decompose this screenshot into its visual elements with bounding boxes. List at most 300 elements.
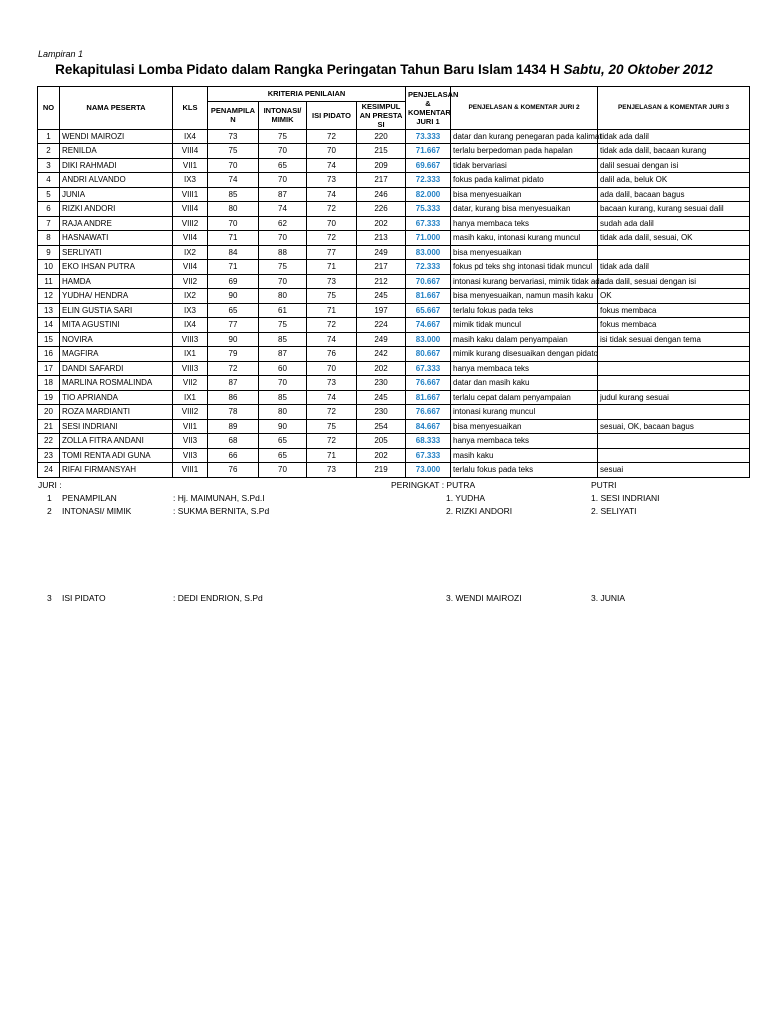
row-penampilan: 89 bbox=[208, 419, 259, 434]
header-penampilan: PENAMPILAN bbox=[208, 101, 259, 129]
juri-label: JURI : bbox=[38, 480, 62, 490]
row-juri1-score: 71.000 bbox=[406, 231, 451, 246]
row-kesimpulan: 197 bbox=[357, 303, 406, 318]
row-penampilan: 70 bbox=[208, 216, 259, 231]
row-no: 13 bbox=[38, 303, 60, 318]
table-row bbox=[38, 231, 750, 246]
row-juri3-comment: sudah ada dalil bbox=[598, 216, 750, 231]
row-juri1-score: 80.667 bbox=[406, 347, 451, 362]
row-kesimpulan: 202 bbox=[357, 361, 406, 376]
table-row bbox=[38, 434, 750, 449]
row-nama: DIKI RAHMADI bbox=[60, 158, 173, 173]
row-isi: 72 bbox=[307, 405, 357, 420]
putri-label: PUTRI bbox=[591, 480, 617, 490]
row-juri3-comment bbox=[598, 405, 750, 420]
row-juri2-comment: mimik tidak muncul bbox=[451, 318, 598, 333]
table-row bbox=[38, 303, 750, 318]
row-juri1-score: 73.333 bbox=[406, 129, 451, 144]
row-kls: VII3 bbox=[173, 448, 208, 463]
header-kls: KLS bbox=[173, 87, 208, 130]
putra-rank-1: 1. YUDHA bbox=[446, 493, 486, 503]
row-penampilan: 86 bbox=[208, 390, 259, 405]
row-juri3-comment: bacaan kurang, kurang sesuai dalil bbox=[598, 202, 750, 217]
row-juri3-comment bbox=[598, 361, 750, 376]
row-intonasi: 85 bbox=[259, 390, 307, 405]
row-nama: HASNAWATI bbox=[60, 231, 173, 246]
table-row bbox=[38, 361, 750, 376]
row-kls: VIII1 bbox=[173, 187, 208, 202]
row-juri1-score: 70.667 bbox=[406, 274, 451, 289]
row-kls: VII4 bbox=[173, 260, 208, 275]
header-intonasi: INTONASI/ MIMIK bbox=[259, 101, 307, 129]
row-isi: 72 bbox=[307, 231, 357, 246]
table-row bbox=[38, 274, 750, 289]
header-juri1: PENJELASAN & KOMENTAR JURI 1 bbox=[406, 87, 451, 130]
row-juri3-comment: fokus membaca bbox=[598, 303, 750, 318]
row-intonasi: 80 bbox=[259, 405, 307, 420]
row-penampilan: 68 bbox=[208, 434, 259, 449]
row-juri1-score: 72.333 bbox=[406, 173, 451, 188]
row-isi: 72 bbox=[307, 318, 357, 333]
row-penampilan: 87 bbox=[208, 376, 259, 391]
table-row bbox=[38, 289, 750, 304]
row-no: 16 bbox=[38, 347, 60, 362]
row-kesimpulan: 202 bbox=[357, 216, 406, 231]
row-juri1-score: 76.667 bbox=[406, 405, 451, 420]
row-nama: RAJA ANDRE bbox=[60, 216, 173, 231]
row-juri2-comment: masih kaku dalam penyampaian bbox=[451, 332, 598, 347]
row-kesimpulan: 226 bbox=[357, 202, 406, 217]
row-penampilan: 85 bbox=[208, 187, 259, 202]
row-juri1-score: 73.000 bbox=[406, 463, 451, 478]
header-isi: ISI PIDATO bbox=[307, 101, 357, 129]
table-row bbox=[38, 216, 750, 231]
row-juri3-comment: tidak ada dalil, sesuai, OK bbox=[598, 231, 750, 246]
juri-1-aspek: PENAMPILAN bbox=[62, 493, 117, 503]
row-kls: VII2 bbox=[173, 274, 208, 289]
juri-2-aspek: INTONASI/ MIMIK bbox=[62, 506, 132, 516]
row-penampilan: 90 bbox=[208, 332, 259, 347]
row-juri2-comment: terlalu fokus pada teks bbox=[451, 303, 598, 318]
row-kls: IX4 bbox=[173, 129, 208, 144]
row-intonasi: 65 bbox=[259, 158, 307, 173]
row-kls: IX1 bbox=[173, 390, 208, 405]
row-kls: VII2 bbox=[173, 376, 208, 391]
row-isi: 74 bbox=[307, 332, 357, 347]
row-nama: ROZA MARDIANTI bbox=[60, 405, 173, 420]
header-no: NO bbox=[38, 87, 60, 130]
row-no: 10 bbox=[38, 260, 60, 275]
row-penampilan: 84 bbox=[208, 245, 259, 260]
row-juri3-comment bbox=[598, 376, 750, 391]
row-intonasi: 60 bbox=[259, 361, 307, 376]
title-date: Sabtu, 20 Oktober 2012 bbox=[563, 62, 713, 77]
row-isi: 74 bbox=[307, 390, 357, 405]
row-nama: SERLIYATI bbox=[60, 245, 173, 260]
row-kesimpulan: 245 bbox=[357, 390, 406, 405]
row-isi: 73 bbox=[307, 173, 357, 188]
row-juri2-comment: bisa menyesuaikan bbox=[451, 419, 598, 434]
row-isi: 72 bbox=[307, 129, 357, 144]
row-juri3-comment: fokus membaca bbox=[598, 318, 750, 333]
row-penampilan: 69 bbox=[208, 274, 259, 289]
row-juri1-score: 75.333 bbox=[406, 202, 451, 217]
row-intonasi: 87 bbox=[259, 187, 307, 202]
row-nama: HAMDA bbox=[60, 274, 173, 289]
row-kls: VII3 bbox=[173, 434, 208, 449]
row-juri2-comment: terlalu berpedoman pada hapalan bbox=[451, 144, 598, 159]
row-juri1-score: 67.333 bbox=[406, 216, 451, 231]
juri-3-nama: : DEDI ENDRION, S.Pd bbox=[173, 593, 263, 603]
row-juri2-comment: datar, kurang bisa menyesuaikan bbox=[451, 202, 598, 217]
row-kls: VIII2 bbox=[173, 216, 208, 231]
row-kls: IX1 bbox=[173, 347, 208, 362]
row-juri2-comment: hanya membaca teks bbox=[451, 434, 598, 449]
row-kesimpulan: 230 bbox=[357, 376, 406, 391]
juri-3-no: 3 bbox=[47, 593, 52, 603]
row-no: 17 bbox=[38, 361, 60, 376]
row-intonasi: 85 bbox=[259, 332, 307, 347]
row-intonasi: 62 bbox=[259, 216, 307, 231]
row-penampilan: 65 bbox=[208, 303, 259, 318]
row-no: 22 bbox=[38, 434, 60, 449]
row-penampilan: 72 bbox=[208, 361, 259, 376]
row-kesimpulan: 205 bbox=[357, 434, 406, 449]
table-row bbox=[38, 129, 750, 144]
row-kesimpulan: 219 bbox=[357, 463, 406, 478]
row-intonasi: 70 bbox=[259, 463, 307, 478]
row-isi: 76 bbox=[307, 347, 357, 362]
row-juri2-comment: bisa menyesuaikan bbox=[451, 187, 598, 202]
row-juri1-score: 83.000 bbox=[406, 245, 451, 260]
row-intonasi: 87 bbox=[259, 347, 307, 362]
row-no: 9 bbox=[38, 245, 60, 260]
row-intonasi: 75 bbox=[259, 318, 307, 333]
row-kls: VIII1 bbox=[173, 463, 208, 478]
row-kesimpulan: 246 bbox=[357, 187, 406, 202]
table-row bbox=[38, 405, 750, 420]
row-juri2-comment: hanya membaca teks bbox=[451, 216, 598, 231]
row-kls: VIII2 bbox=[173, 405, 208, 420]
row-isi: 71 bbox=[307, 303, 357, 318]
title-main: Rekapitulasi Lomba Pidato dalam Rangka Peringatan Tahun Baru Islam 1434 H bbox=[55, 62, 560, 77]
row-juri1-score: 72.333 bbox=[406, 260, 451, 275]
row-kesimpulan: 220 bbox=[357, 129, 406, 144]
row-penampilan: 76 bbox=[208, 463, 259, 478]
row-juri1-score: 81.667 bbox=[406, 289, 451, 304]
row-kesimpulan: 242 bbox=[357, 347, 406, 362]
table-row bbox=[38, 332, 750, 347]
row-juri3-comment: dalil ada, beluk OK bbox=[598, 173, 750, 188]
row-juri2-comment: terlalu cepat dalam penyampaian bbox=[451, 390, 598, 405]
row-intonasi: 74 bbox=[259, 202, 307, 217]
juri-3-aspek: ISI PIDATO bbox=[62, 593, 106, 603]
row-juri3-comment: judul kurang sesuai bbox=[598, 390, 750, 405]
row-kls: IX3 bbox=[173, 173, 208, 188]
row-no: 7 bbox=[38, 216, 60, 231]
row-juri1-score: 82.000 bbox=[406, 187, 451, 202]
row-juri1-score: 76.667 bbox=[406, 376, 451, 391]
row-juri1-score: 74.667 bbox=[406, 318, 451, 333]
row-kesimpulan: 215 bbox=[357, 144, 406, 159]
row-intonasi: 61 bbox=[259, 303, 307, 318]
row-kls: VII1 bbox=[173, 158, 208, 173]
row-juri2-comment: masih kaku bbox=[451, 448, 598, 463]
row-penampilan: 77 bbox=[208, 318, 259, 333]
row-nama: RIFAI FIRMANSYAH bbox=[60, 463, 173, 478]
table-row bbox=[38, 158, 750, 173]
row-isi: 73 bbox=[307, 376, 357, 391]
row-nama: TIO APRIANDA bbox=[60, 390, 173, 405]
row-isi: 75 bbox=[307, 419, 357, 434]
row-juri3-comment: tidak ada dalil, bacaan kurang bbox=[598, 144, 750, 159]
row-kls: IX3 bbox=[173, 303, 208, 318]
row-no: 12 bbox=[38, 289, 60, 304]
row-kesimpulan: 254 bbox=[357, 419, 406, 434]
row-kesimpulan: 202 bbox=[357, 448, 406, 463]
row-intonasi: 65 bbox=[259, 434, 307, 449]
row-kls: IX2 bbox=[173, 289, 208, 304]
row-intonasi: 65 bbox=[259, 448, 307, 463]
page-title bbox=[0, 62, 768, 77]
row-kesimpulan: 217 bbox=[357, 260, 406, 275]
header-kriteria: KRITERIA PENILAIAN bbox=[208, 87, 406, 102]
row-kesimpulan: 209 bbox=[357, 158, 406, 173]
row-kls: IX2 bbox=[173, 245, 208, 260]
row-no: 15 bbox=[38, 332, 60, 347]
row-isi: 74 bbox=[307, 187, 357, 202]
row-juri1-score: 84.667 bbox=[406, 419, 451, 434]
row-no: 2 bbox=[38, 144, 60, 159]
row-juri3-comment: tidak ada dalil bbox=[598, 260, 750, 275]
row-juri1-score: 71.667 bbox=[406, 144, 451, 159]
header-juri2: PENJELASAN & KOMENTAR JURI 2 bbox=[451, 87, 598, 130]
row-juri1-score: 67.333 bbox=[406, 448, 451, 463]
row-penampilan: 71 bbox=[208, 260, 259, 275]
row-intonasi: 75 bbox=[259, 129, 307, 144]
row-no: 11 bbox=[38, 274, 60, 289]
row-kesimpulan: 217 bbox=[357, 173, 406, 188]
row-intonasi: 70 bbox=[259, 144, 307, 159]
row-juri2-comment: tidak bervariasi bbox=[451, 158, 598, 173]
row-nama: ANDRI ALVANDO bbox=[60, 173, 173, 188]
row-nama: YUDHA/ HENDRA bbox=[60, 289, 173, 304]
row-intonasi: 75 bbox=[259, 260, 307, 275]
row-isi: 73 bbox=[307, 274, 357, 289]
row-no: 4 bbox=[38, 173, 60, 188]
peringkat-label: PERINGKAT : PUTRA bbox=[391, 480, 476, 490]
table-row bbox=[38, 419, 750, 434]
row-juri3-comment bbox=[598, 448, 750, 463]
row-nama: NOVIRA bbox=[60, 332, 173, 347]
row-penampilan: 80 bbox=[208, 202, 259, 217]
row-no: 6 bbox=[38, 202, 60, 217]
table-row bbox=[38, 390, 750, 405]
header-kesimpulan: KESIMPULAN PRESTASI bbox=[357, 101, 406, 129]
table-row bbox=[38, 448, 750, 463]
header-row-1 bbox=[38, 87, 750, 102]
row-juri3-comment: isi tidak sesuai dengan tema bbox=[598, 332, 750, 347]
row-intonasi: 70 bbox=[259, 274, 307, 289]
row-nama: EKO IHSAN PUTRA bbox=[60, 260, 173, 275]
row-isi: 71 bbox=[307, 260, 357, 275]
row-kesimpulan: 230 bbox=[357, 405, 406, 420]
row-isi: 72 bbox=[307, 434, 357, 449]
row-juri1-score: 83.000 bbox=[406, 332, 451, 347]
row-intonasi: 90 bbox=[259, 419, 307, 434]
row-juri3-comment: ada dalil, sesuai dengan isi bbox=[598, 274, 750, 289]
row-juri2-comment: intonasi kurang muncul bbox=[451, 405, 598, 420]
row-juri3-comment: sesuai, OK, bacaan bagus bbox=[598, 419, 750, 434]
row-no: 1 bbox=[38, 129, 60, 144]
row-nama: MARLINA ROSMALINDA bbox=[60, 376, 173, 391]
putra-rank-2: 2. RIZKI ANDORI bbox=[446, 506, 513, 516]
row-no: 3 bbox=[38, 158, 60, 173]
row-kls: IX4 bbox=[173, 318, 208, 333]
row-juri2-comment: fokus pada kalimat pidato bbox=[451, 173, 598, 188]
row-no: 20 bbox=[38, 405, 60, 420]
row-kesimpulan: 249 bbox=[357, 332, 406, 347]
row-no: 21 bbox=[38, 419, 60, 434]
row-juri2-comment: terlalu fokus pada teks bbox=[451, 463, 598, 478]
lampiran-label: Lampiran 1 bbox=[38, 49, 84, 59]
row-kesimpulan: 213 bbox=[357, 231, 406, 246]
row-penampilan: 75 bbox=[208, 144, 259, 159]
row-isi: 74 bbox=[307, 158, 357, 173]
row-no: 23 bbox=[38, 448, 60, 463]
row-isi: 70 bbox=[307, 216, 357, 231]
row-no: 18 bbox=[38, 376, 60, 391]
table-row bbox=[38, 173, 750, 188]
row-juri2-comment: intonasi kurang bervariasi, mimik tidak ada bbox=[451, 274, 598, 289]
row-no: 14 bbox=[38, 318, 60, 333]
row-kesimpulan: 245 bbox=[357, 289, 406, 304]
row-juri1-score: 81.667 bbox=[406, 390, 451, 405]
row-juri1-score: 65.667 bbox=[406, 303, 451, 318]
row-nama: RENILDA bbox=[60, 144, 173, 159]
row-juri3-comment bbox=[598, 245, 750, 260]
row-juri3-comment bbox=[598, 434, 750, 449]
row-no: 8 bbox=[38, 231, 60, 246]
row-juri2-comment: hanya membaca teks bbox=[451, 361, 598, 376]
row-juri1-score: 69.667 bbox=[406, 158, 451, 173]
row-juri3-comment: OK bbox=[598, 289, 750, 304]
header-nama: NAMA PESERTA bbox=[60, 87, 173, 130]
row-nama: MAGFIRA bbox=[60, 347, 173, 362]
row-penampilan: 73 bbox=[208, 129, 259, 144]
table-row bbox=[38, 376, 750, 391]
row-isi: 75 bbox=[307, 289, 357, 304]
recap-table bbox=[37, 86, 750, 478]
row-no: 19 bbox=[38, 390, 60, 405]
row-penampilan: 90 bbox=[208, 289, 259, 304]
row-penampilan: 74 bbox=[208, 173, 259, 188]
row-juri2-comment: datar dan masih kaku bbox=[451, 376, 598, 391]
juri-1-no: 1 bbox=[47, 493, 52, 503]
row-penampilan: 79 bbox=[208, 347, 259, 362]
row-nama: MITA AGUSTINI bbox=[60, 318, 173, 333]
table-row bbox=[38, 463, 750, 478]
juri-2-no: 2 bbox=[47, 506, 52, 516]
row-juri1-score: 68.333 bbox=[406, 434, 451, 449]
row-penampilan: 71 bbox=[208, 231, 259, 246]
row-nama: WENDI MAIROZI bbox=[60, 129, 173, 144]
row-no: 5 bbox=[38, 187, 60, 202]
table-row bbox=[38, 245, 750, 260]
row-penampilan: 78 bbox=[208, 405, 259, 420]
table-row bbox=[38, 144, 750, 159]
row-intonasi: 70 bbox=[259, 231, 307, 246]
row-intonasi: 88 bbox=[259, 245, 307, 260]
row-isi: 73 bbox=[307, 463, 357, 478]
table-body bbox=[38, 129, 750, 477]
table-row bbox=[38, 187, 750, 202]
table-row bbox=[38, 318, 750, 333]
row-penampilan: 70 bbox=[208, 158, 259, 173]
header-juri3: PENJELASAN & KOMENTAR JURI 3 bbox=[598, 87, 750, 130]
row-kls: VIII4 bbox=[173, 202, 208, 217]
row-intonasi: 70 bbox=[259, 376, 307, 391]
row-nama: RIZKI ANDORI bbox=[60, 202, 173, 217]
row-kesimpulan: 212 bbox=[357, 274, 406, 289]
row-juri3-comment: ada dalil, bacaan bagus bbox=[598, 187, 750, 202]
row-juri3-comment: dalil sesuai dengan isi bbox=[598, 158, 750, 173]
table-row bbox=[38, 347, 750, 362]
row-juri2-comment: mimik kurang disesuaikan dengan pidato bbox=[451, 347, 598, 362]
row-juri3-comment: sesuai bbox=[598, 463, 750, 478]
row-nama: TOMI RENTA ADI GUNA bbox=[60, 448, 173, 463]
putra-rank-3: 3. WENDI MAIROZI bbox=[446, 593, 522, 603]
row-juri2-comment: fokus pd teks shg intonasi tidak muncul bbox=[451, 260, 598, 275]
row-kls: VII1 bbox=[173, 419, 208, 434]
row-isi: 70 bbox=[307, 361, 357, 376]
row-isi: 70 bbox=[307, 144, 357, 159]
putri-rank-3: 3. JUNIA bbox=[591, 593, 626, 603]
row-juri2-comment: masih kaku, intonasi kurang muncul bbox=[451, 231, 598, 246]
row-juri1-score: 67.333 bbox=[406, 361, 451, 376]
table-row bbox=[38, 260, 750, 275]
row-nama: SESI INDRIANI bbox=[60, 419, 173, 434]
putri-rank-1: 1. SESI INDRIANI bbox=[591, 493, 660, 503]
row-intonasi: 80 bbox=[259, 289, 307, 304]
row-juri3-comment bbox=[598, 347, 750, 362]
row-isi: 71 bbox=[307, 448, 357, 463]
row-juri2-comment: bisa menyesuaikan bbox=[451, 245, 598, 260]
row-kls: VIII3 bbox=[173, 361, 208, 376]
row-no: 24 bbox=[38, 463, 60, 478]
row-nama: JUNIA bbox=[60, 187, 173, 202]
row-kesimpulan: 224 bbox=[357, 318, 406, 333]
row-juri2-comment: bisa menyesuaikan, namun masih kaku bbox=[451, 289, 598, 304]
juri-2-nama: : SUKMA BERNITA, S.Pd bbox=[173, 506, 270, 516]
row-juri2-comment: datar dan kurang penegaran pada kalimat bbox=[451, 129, 598, 144]
putri-rank-2: 2. SELIYATI bbox=[591, 506, 637, 516]
row-kls: VIII3 bbox=[173, 332, 208, 347]
row-nama: DANDI SAFARDI bbox=[60, 361, 173, 376]
row-nama: ELIN GUSTIA SARI bbox=[60, 303, 173, 318]
row-kesimpulan: 249 bbox=[357, 245, 406, 260]
table-row bbox=[38, 202, 750, 217]
row-kls: VII4 bbox=[173, 231, 208, 246]
juri-1-nama: : Hj. MAIMUNAH, S.Pd.I bbox=[173, 493, 265, 503]
row-isi: 72 bbox=[307, 202, 357, 217]
row-kls: VIII4 bbox=[173, 144, 208, 159]
row-penampilan: 66 bbox=[208, 448, 259, 463]
row-intonasi: 70 bbox=[259, 173, 307, 188]
row-nama: ZOLLA FITRA ANDANI bbox=[60, 434, 173, 449]
row-juri3-comment: tidak ada dalil bbox=[598, 129, 750, 144]
row-isi: 77 bbox=[307, 245, 357, 260]
